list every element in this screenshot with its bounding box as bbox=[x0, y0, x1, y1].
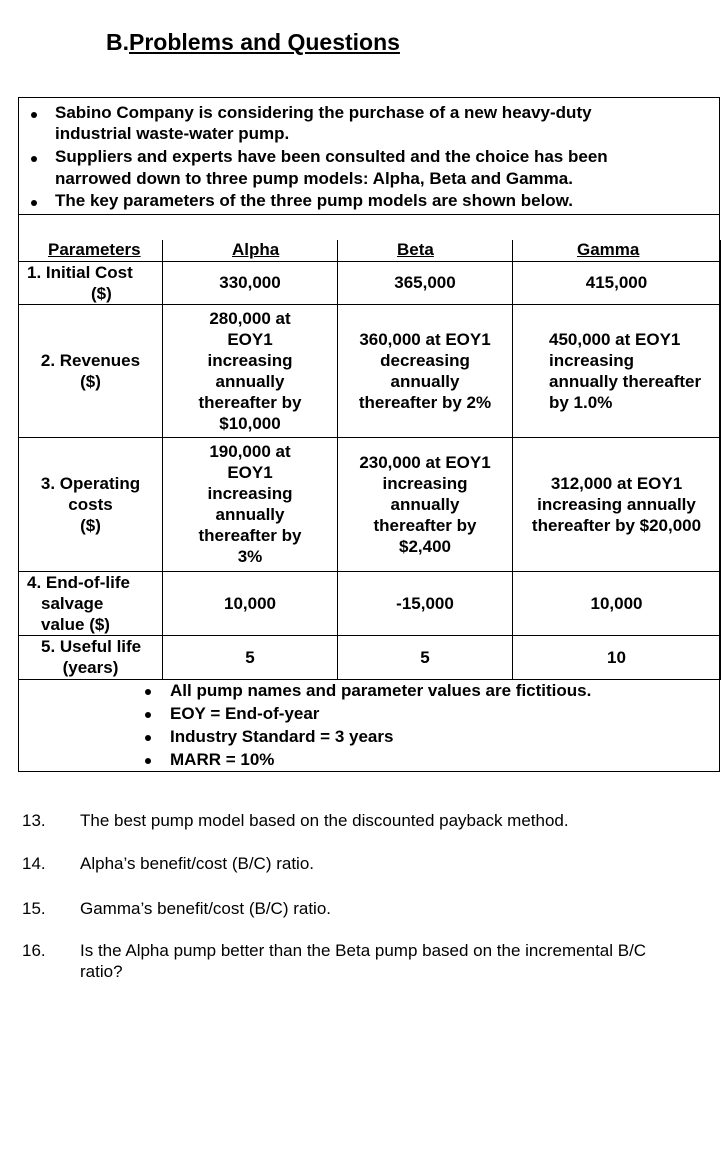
header-cell bbox=[19, 240, 163, 261]
note-item: MARR = 10% bbox=[170, 750, 275, 769]
table-row bbox=[19, 571, 721, 635]
table-cell-alpha bbox=[163, 571, 338, 635]
table-cell-gamma bbox=[513, 261, 721, 304]
bullet-icon bbox=[31, 156, 37, 162]
table-row bbox=[19, 304, 721, 437]
cell-line: increasing bbox=[549, 350, 635, 370]
cell-line: thereafter by $20,000 bbox=[531, 515, 702, 535]
bullet-icon bbox=[145, 689, 151, 695]
note-item: EOY = End-of-year bbox=[170, 704, 320, 723]
table-cell-param bbox=[19, 635, 163, 679]
cell-line: annually bbox=[215, 371, 285, 391]
bullet-icon bbox=[145, 735, 151, 741]
intro-section bbox=[18, 97, 720, 215]
header-parameters: Parameters bbox=[48, 240, 141, 259]
bullet-icon bbox=[31, 112, 37, 118]
table-cell-param bbox=[19, 571, 163, 635]
cell-line: thereafter by bbox=[198, 392, 302, 412]
cell-line: 10,000 bbox=[590, 593, 643, 613]
cell-line: 5 bbox=[420, 647, 430, 667]
cell-line: increasing bbox=[382, 473, 468, 493]
table-cell-param bbox=[19, 304, 163, 437]
table-cell-alpha bbox=[163, 304, 338, 437]
cell-line: 2. Revenues bbox=[40, 350, 141, 370]
cell-line: 5 bbox=[245, 647, 255, 667]
intro-line: The key parameters of the three pump models are shown below. bbox=[55, 191, 574, 210]
cell-line: 365,000 bbox=[394, 273, 456, 292]
header-cell bbox=[513, 240, 721, 261]
table-row bbox=[19, 437, 721, 571]
cell-line: EOY1 bbox=[227, 463, 273, 482]
cell-line: decreasing bbox=[380, 350, 470, 370]
parameters-table bbox=[18, 240, 721, 680]
header-cell bbox=[338, 240, 513, 261]
question-item bbox=[0, 898, 725, 919]
question-text: Is the Alpha pump better than the Beta pump based on the incremental B/C ratio? bbox=[80, 941, 647, 981]
cell-line: annually bbox=[390, 494, 460, 514]
table-cell-param bbox=[19, 261, 163, 304]
cell-line: increasing bbox=[207, 350, 293, 370]
cell-line: salvage bbox=[41, 593, 104, 613]
question-number: 15. bbox=[22, 899, 46, 918]
table-cell-beta bbox=[338, 304, 513, 437]
header-alpha: Alpha bbox=[232, 240, 280, 259]
table-row bbox=[19, 635, 721, 679]
cell-line: costs bbox=[68, 494, 113, 514]
section-heading bbox=[106, 29, 400, 56]
cell-line: ($) bbox=[80, 371, 101, 391]
question-text: Gamma’s benefit/cost (B/C) ratio. bbox=[80, 899, 331, 918]
question-item bbox=[0, 853, 725, 874]
cell-line: 3. Operating bbox=[40, 473, 141, 493]
intro-line: Sabino Company is considering the purchase of a new heavy-duty bbox=[55, 103, 592, 122]
cell-line: by 1.0% bbox=[549, 392, 613, 412]
cell-line: ($) bbox=[80, 515, 101, 535]
bullet-icon bbox=[145, 758, 151, 764]
question-number: 14. bbox=[22, 854, 46, 873]
table-cell-beta bbox=[338, 437, 513, 571]
note-item: All pump names and parameter values are fictitious. bbox=[170, 681, 592, 700]
cell-line: annually thereafter bbox=[549, 371, 702, 391]
bullet-icon bbox=[145, 712, 151, 718]
cell-line: annually bbox=[215, 505, 285, 524]
table-cell-gamma bbox=[513, 571, 721, 635]
cell-line: annually bbox=[390, 371, 460, 391]
table-cell-beta bbox=[338, 571, 513, 635]
cell-line: 450,000 at EOY1 bbox=[549, 329, 681, 349]
cell-line: $10,000 bbox=[219, 413, 281, 433]
cell-line: 330,000 bbox=[219, 273, 281, 292]
cell-line: thereafter by 2% bbox=[358, 392, 492, 412]
table-cell-alpha bbox=[163, 437, 338, 571]
table-cell-gamma bbox=[513, 304, 721, 437]
cell-line: 3% bbox=[237, 547, 263, 566]
cell-line: 4. End-of-life bbox=[27, 572, 130, 592]
cell-line: increasing bbox=[207, 484, 293, 503]
section-title: Problems and Questions bbox=[129, 29, 400, 55]
question-number: 16. bbox=[22, 941, 46, 960]
cell-line: 230,000 at EOY1 bbox=[359, 452, 491, 472]
intro-line: industrial waste-water pump. bbox=[55, 124, 290, 143]
cell-line: -15,000 bbox=[396, 593, 454, 613]
intro-line: narrowed down to three pump models: Alpha, Beta and Gamma. bbox=[55, 169, 573, 188]
question-item bbox=[0, 940, 725, 982]
table-cell-beta bbox=[338, 261, 513, 304]
cell-line: EOY1 bbox=[227, 329, 273, 349]
cell-line: ($) bbox=[91, 283, 112, 303]
header-beta: Beta bbox=[397, 240, 434, 259]
question-number: 13. bbox=[22, 811, 46, 830]
question-text: Alpha’s benefit/cost (B/C) ratio. bbox=[80, 854, 315, 873]
cell-line: 10,000 bbox=[224, 593, 276, 613]
bullet-icon bbox=[31, 200, 37, 206]
header-gamma: Gamma bbox=[577, 240, 640, 259]
header-cell bbox=[163, 240, 338, 261]
section-letter: B. bbox=[106, 29, 129, 55]
cell-line: thereafter by bbox=[198, 526, 302, 545]
cell-line: 360,000 at EOY1 bbox=[359, 329, 491, 349]
cell-line: (years) bbox=[62, 658, 119, 677]
cell-line: 1. Initial Cost bbox=[27, 262, 133, 282]
cell-line: thereafter by bbox=[373, 515, 477, 535]
intro-line: Suppliers and experts have been consulted and the choice has been bbox=[55, 147, 608, 166]
note-item: Industry Standard = 3 years bbox=[170, 727, 394, 746]
cell-line: 190,000 at bbox=[209, 442, 291, 461]
table-cell-gamma bbox=[513, 437, 721, 571]
cell-line: increasing annually bbox=[537, 494, 696, 514]
table-cell-alpha bbox=[163, 635, 338, 679]
cell-line: $2,400 bbox=[399, 536, 451, 556]
cell-line: value ($) bbox=[41, 614, 110, 634]
cell-line: 415,000 bbox=[585, 273, 648, 292]
table-cell-beta bbox=[338, 635, 513, 679]
table-row bbox=[19, 261, 721, 304]
cell-line: 312,000 at EOY1 bbox=[550, 473, 683, 493]
header-row bbox=[19, 240, 721, 261]
question-text: The best pump model based on the discounted payback method. bbox=[80, 811, 569, 830]
table-cell-alpha bbox=[163, 261, 338, 304]
cell-line: 10 bbox=[607, 647, 626, 667]
cell-line: 5. Useful life bbox=[41, 637, 142, 656]
table-cell-gamma bbox=[513, 635, 721, 679]
table-cell-param bbox=[19, 437, 163, 571]
question-item bbox=[0, 810, 725, 831]
cell-line: 280,000 at bbox=[209, 308, 291, 328]
